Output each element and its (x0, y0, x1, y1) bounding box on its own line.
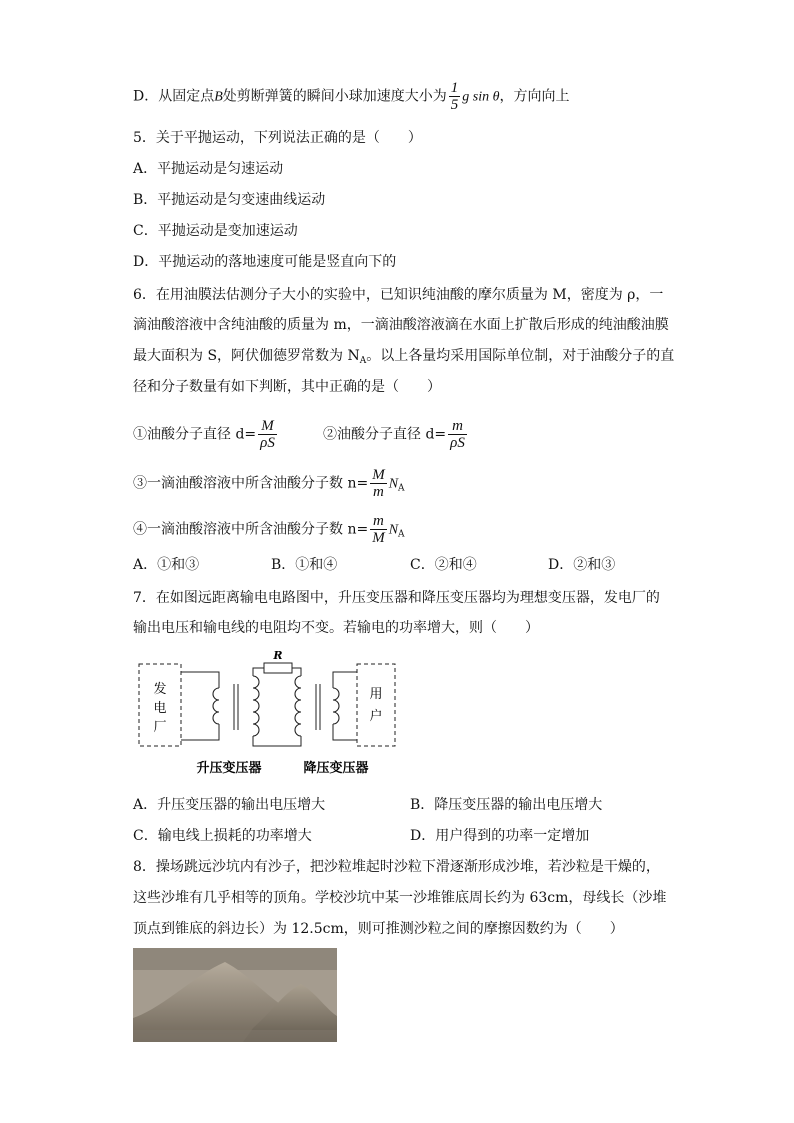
q7-option-c: C．输电线上损耗的功率增大 (133, 828, 312, 844)
power-transmission-diagram (133, 648, 403, 778)
q4-expr: g sin θ (462, 89, 500, 105)
sand-top (133, 948, 337, 970)
q4-frac-num: 1 (450, 80, 459, 96)
q6-s1-fraction (258, 418, 277, 451)
sand-pile-photo (133, 948, 337, 1042)
user-wires (333, 672, 357, 740)
q6-s2-fraction (448, 418, 467, 451)
q6-option-d: D．②和③ (548, 557, 616, 573)
q6-statement-2 (323, 418, 469, 451)
q6-s4-num: m (370, 513, 387, 530)
q6-statement-1 (133, 418, 279, 451)
resistor (264, 663, 292, 673)
q6-s2-label: ②油酸分子直径 d= (323, 426, 447, 443)
q6-option-c: C．②和④ (410, 557, 477, 573)
user-box (357, 664, 395, 746)
q5-option-b: B．平抛运动是匀变速曲线运动 (133, 192, 326, 208)
step-up-caption: 升压变压器 (196, 761, 262, 776)
q5-stem: 5．关于平抛运动，下列说法正确的是（ ） (133, 130, 422, 146)
q6-s3-na-sub: A (398, 483, 405, 494)
q6-s1-den: ρS (260, 435, 275, 451)
plant-label-2: 电 (153, 701, 167, 716)
q5-option-a: A．平抛运动是匀速运动 (133, 161, 284, 177)
step-down-primary-coil (295, 676, 301, 736)
user-label-2: 户 (369, 709, 383, 724)
q6-s2-den: ρS (450, 435, 465, 451)
q6-s2-num: m (448, 418, 467, 435)
user-label-1: 用 (369, 687, 383, 702)
q6-s3-fraction (370, 467, 387, 500)
q8-line2: 这些沙堆有几乎相等的顶角。学校沙坑中某一沙堆锥底周长约为 63cm，母线长（沙堆 (133, 890, 667, 906)
q7-option-d: D．用户得到的功率一定增加 (410, 828, 590, 844)
q6-s3-label: ③一滴油酸溶液中所含油酸分子数 n= (133, 475, 369, 492)
q4-option-d (133, 80, 570, 113)
q4-optd-text: D．从固定点 (133, 88, 215, 105)
step-down-secondary-coil (333, 688, 339, 724)
q8-line3: 顶点到锥底的斜边长）为 12.5cm，则可推测沙粒之间的摩擦因数约为（ ） (133, 921, 624, 937)
step-up-primary-coil (213, 688, 219, 724)
q6-s4-den: M (372, 530, 385, 546)
q6-line3-post: 。以上各量均采用国际单位制，对于油酸分子的直 (366, 348, 675, 364)
q4-fraction (449, 80, 461, 113)
q6-s4-na: N (388, 522, 399, 538)
resistor-label: R (273, 649, 283, 662)
q4-optd-var: B (214, 89, 223, 105)
q7-option-a: A．升压变压器的输出电压增大 (133, 797, 326, 813)
sand-foreground (133, 1030, 337, 1042)
q6-line1: 6．在用油膜法估测分子大小的实验中，已知识纯油酸的摩尔质量为 M，密度为 ρ，一 (133, 287, 664, 303)
q6-option-b: B．①和④ (271, 557, 338, 573)
q6-s1-num: M (258, 418, 277, 435)
q6-s3-den: m (373, 484, 384, 500)
q7-line1: 7．在如图远距离输电电路图中，升压变压器和降压变压器均为理想变压器，发电厂的 (133, 590, 660, 606)
step-down-caption: 降压变压器 (303, 761, 369, 776)
plant-label-3: 厂 (153, 720, 167, 735)
q6-option-a: A．①和③ (133, 557, 200, 573)
q6-line2: 滴油酸溶液中含纯油酸的质量为 m，一滴油酸溶液滴在水面上扩散后形成的纯油酸油膜 (133, 317, 669, 333)
q6-line4: 径和分子数量有如下判断，其中正确的是（ ） (133, 379, 441, 395)
q6-line3-text: 最大面积为 S，阿伏伽德罗常数为 N (133, 348, 360, 364)
q5-option-c: C．平抛运动是变加速运动 (133, 223, 298, 239)
step-up-secondary-coil (253, 676, 259, 736)
q8-line1: 8．操场跳远沙坑内有沙子，把沙粒堆起时沙粒下滑逐渐形成沙堆，若沙粒是干燥的， (133, 859, 660, 875)
q6-s4-fraction (370, 513, 387, 546)
q7-line2: 输出电压和输电线的电阻均不变。若输电的功率增大，则（ ） (133, 620, 539, 636)
sand-pile-image (133, 948, 337, 1042)
q4-optd-mid: 处剪断弹簧的瞬间小球加速度大小为 (222, 88, 447, 105)
q5-option-d: D．平抛运动的落地速度可能是竖直向下的 (133, 254, 397, 270)
transmission-lines (253, 668, 301, 746)
q6-statement-3 (133, 467, 405, 500)
q6-s1-label: ①油酸分子直径 d= (133, 426, 257, 443)
plant-label-1: 发 (153, 682, 167, 697)
q6-s4-na-sub: A (398, 529, 405, 540)
q4-optd-post: ，方向向上 (499, 88, 570, 105)
q7-option-b: B．降压变压器的输出电压增大 (410, 797, 603, 813)
q6-s3-num: M (372, 467, 385, 483)
q6-line3 (133, 346, 674, 371)
q6-s3-na: N (388, 476, 399, 492)
q6-s4-label: ④一滴油酸溶液中所含油酸分子数 n= (133, 521, 369, 538)
q4-frac-den: 5 (450, 97, 459, 113)
q6-line3-sub: A (359, 356, 367, 366)
q6-statement-4 (133, 513, 405, 546)
